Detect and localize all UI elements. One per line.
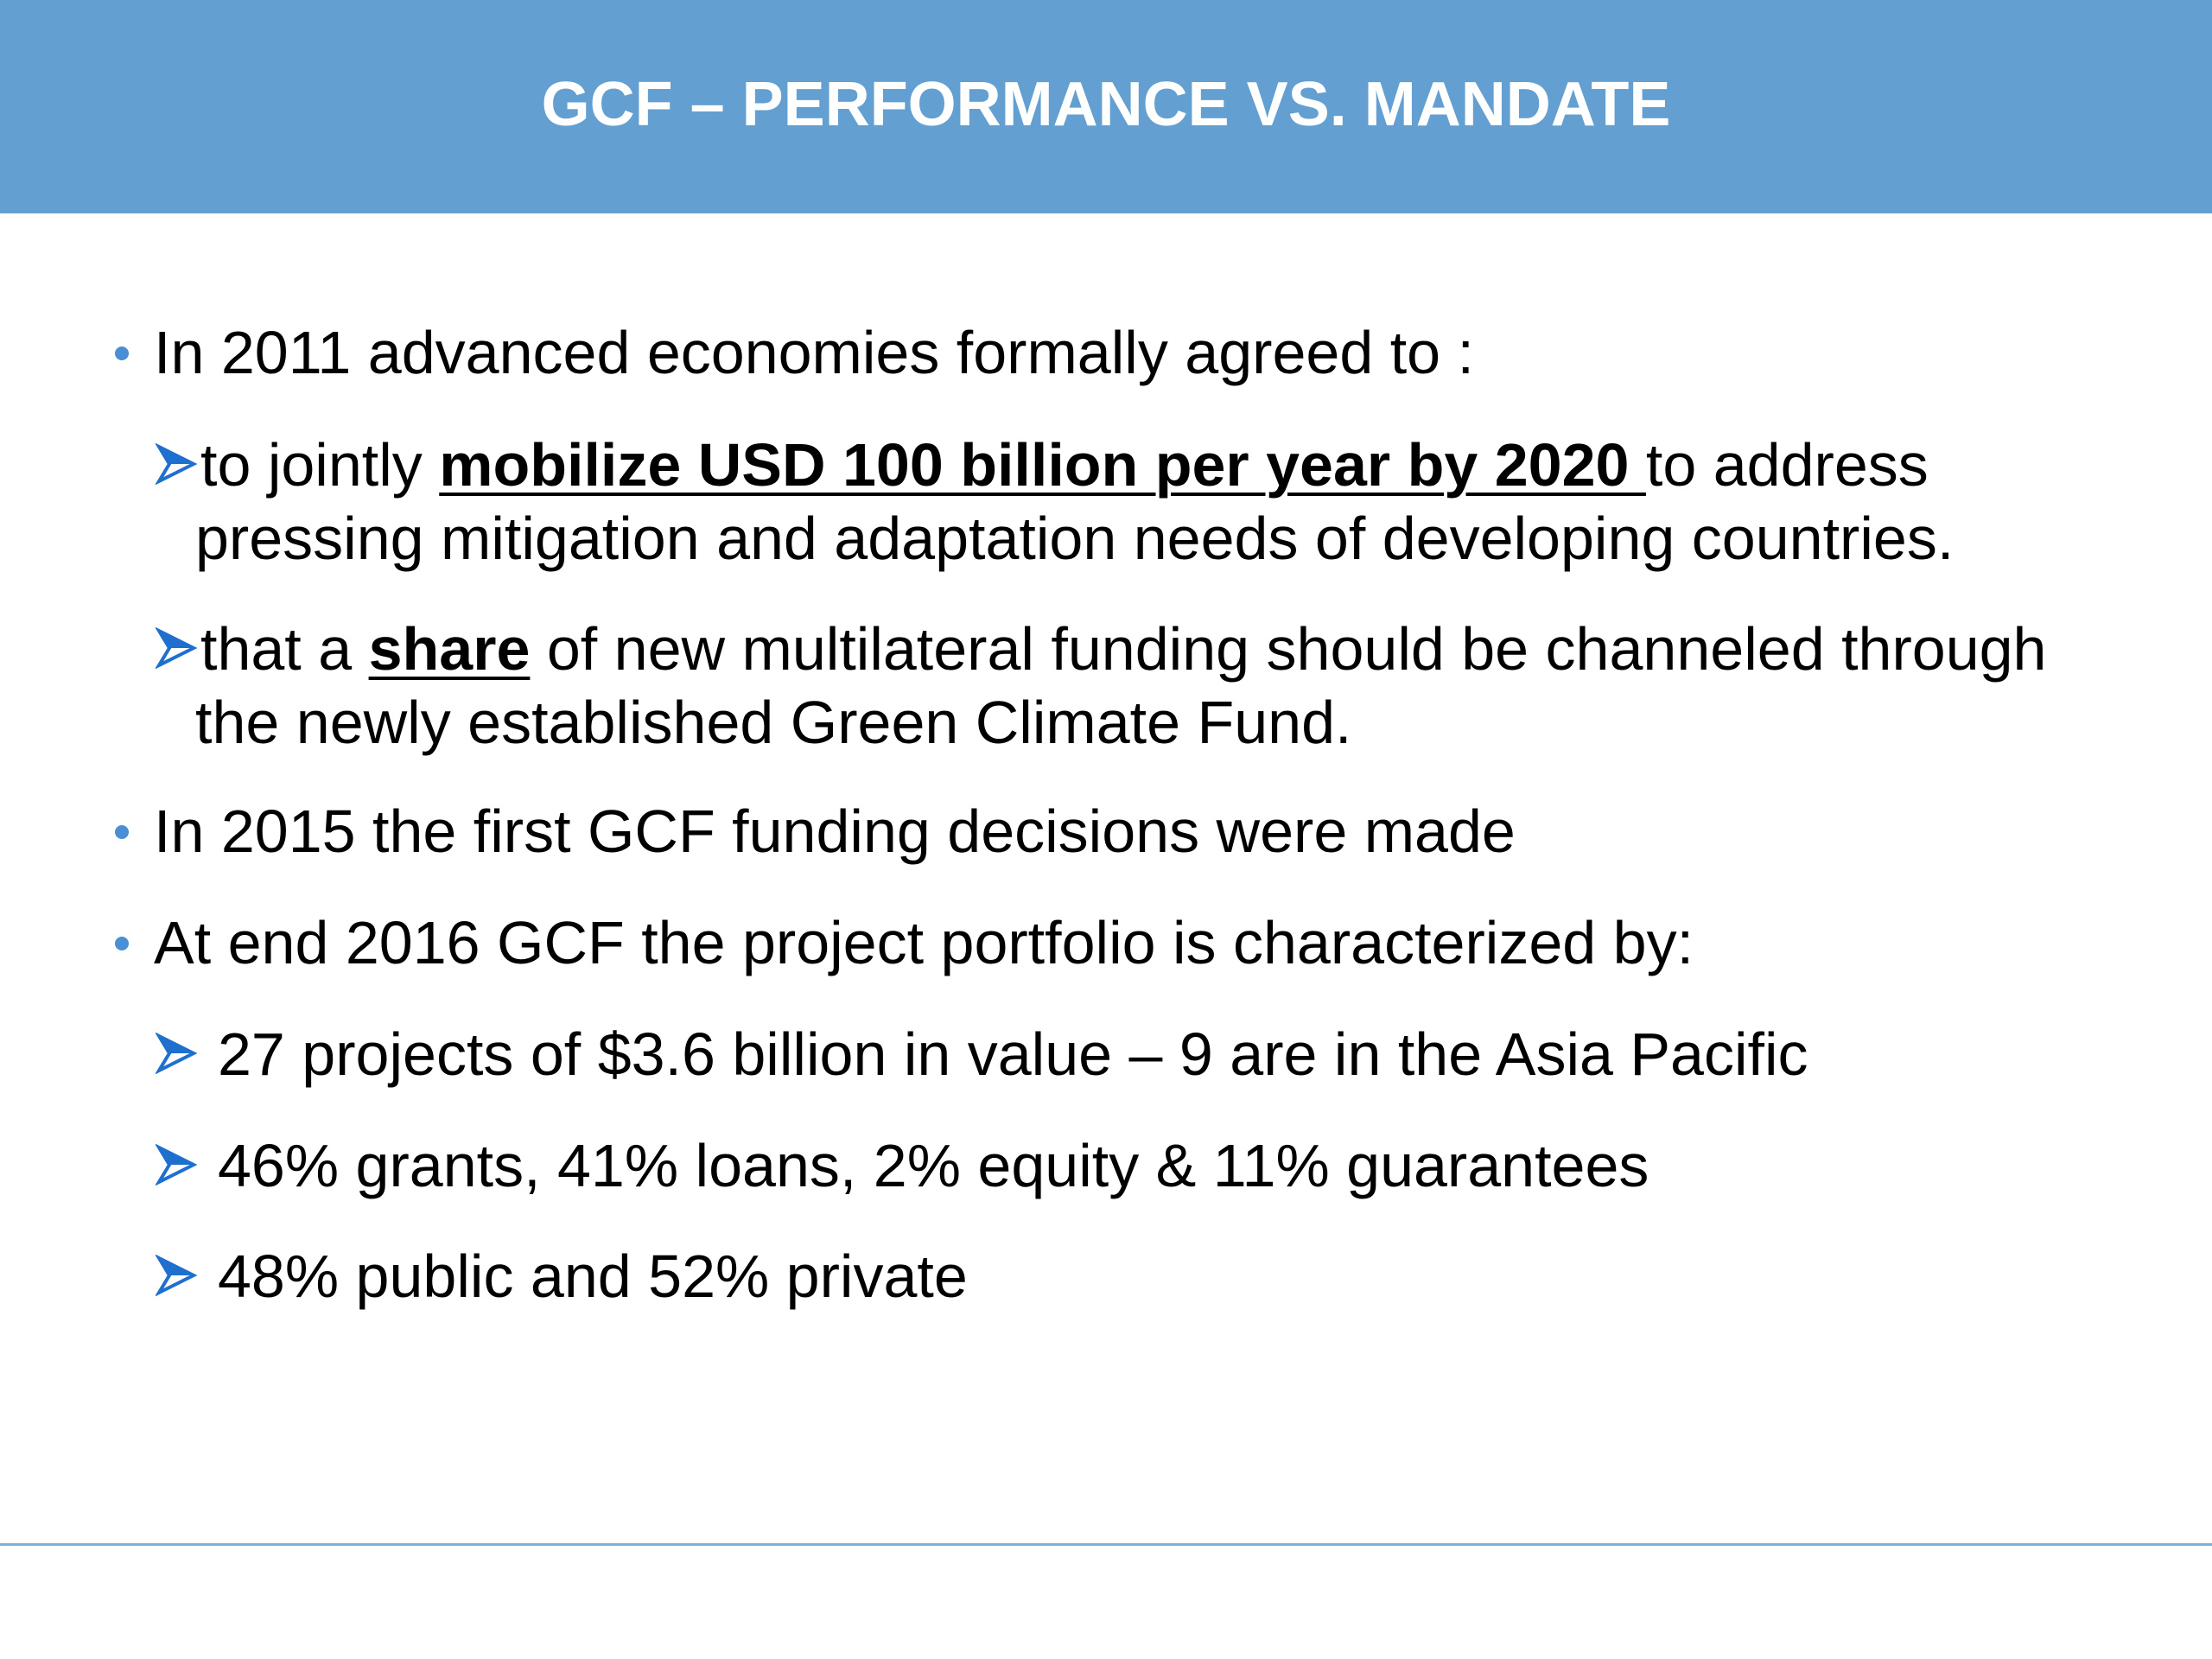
sub-bullet-1-post: to address [1645,431,1929,499]
sub-bullet-1-line-1 [200,429,1929,502]
sub-bullet-2-emphasis [369,615,531,683]
sub-bullet-1-emphasis-text: mobilize USD 100 billion per year by 2020 [439,431,1646,499]
arrow-bullet-icon [156,1255,197,1296]
sub-bullet-1-emphasis [439,431,1646,499]
slide-title: GCF – PERFORMANCE VS. MANDATE [541,69,1671,139]
arrow-bullet-icon [156,627,197,669]
arrow-bullet-icon [156,443,197,485]
sub-bullet-2-line-2: the newly established Green Climate Fund. [195,689,1352,756]
sub-bullet-2-emphasis-text: share [368,615,531,683]
sub-bullet-4-text: 46% grants, 41% loans, 2% equity & 11% guarantees [218,1132,1649,1199]
bullet-1-text: In 2011 advanced economies formally agreed to : [154,319,1474,386]
sub-bullet-2-line-1 [200,613,2046,686]
bullet-3-text: At end 2016 GCF the project portfolio is characterized by: [154,909,1694,976]
sub-bullet-1-pre: to jointly [200,431,440,499]
sub-bullet-2-post: of new multilateral funding should be channeled through [530,615,2047,683]
sub-bullet-5-text: 48% public and 52% private [218,1243,968,1310]
bullet-dot-icon [115,937,129,950]
arrow-bullet-icon [156,1033,197,1074]
arrow-bullet-icon [156,1144,197,1185]
bullet-2-text: In 2015 the first GCF funding decisions were made [154,798,1516,865]
bullet-dot-icon [115,825,129,839]
sub-bullet-3-text: 27 projects of $3.6 billion in value – 9 are in the Asia Pacific [218,1020,1808,1088]
bullet-dot-icon [115,346,129,360]
sub-bullet-2-pre: that a [200,615,369,683]
footer-divider [0,1543,2212,1546]
sub-bullet-1-line-2: pressing mitigation and adaptation needs of developing countries. [195,505,1955,572]
